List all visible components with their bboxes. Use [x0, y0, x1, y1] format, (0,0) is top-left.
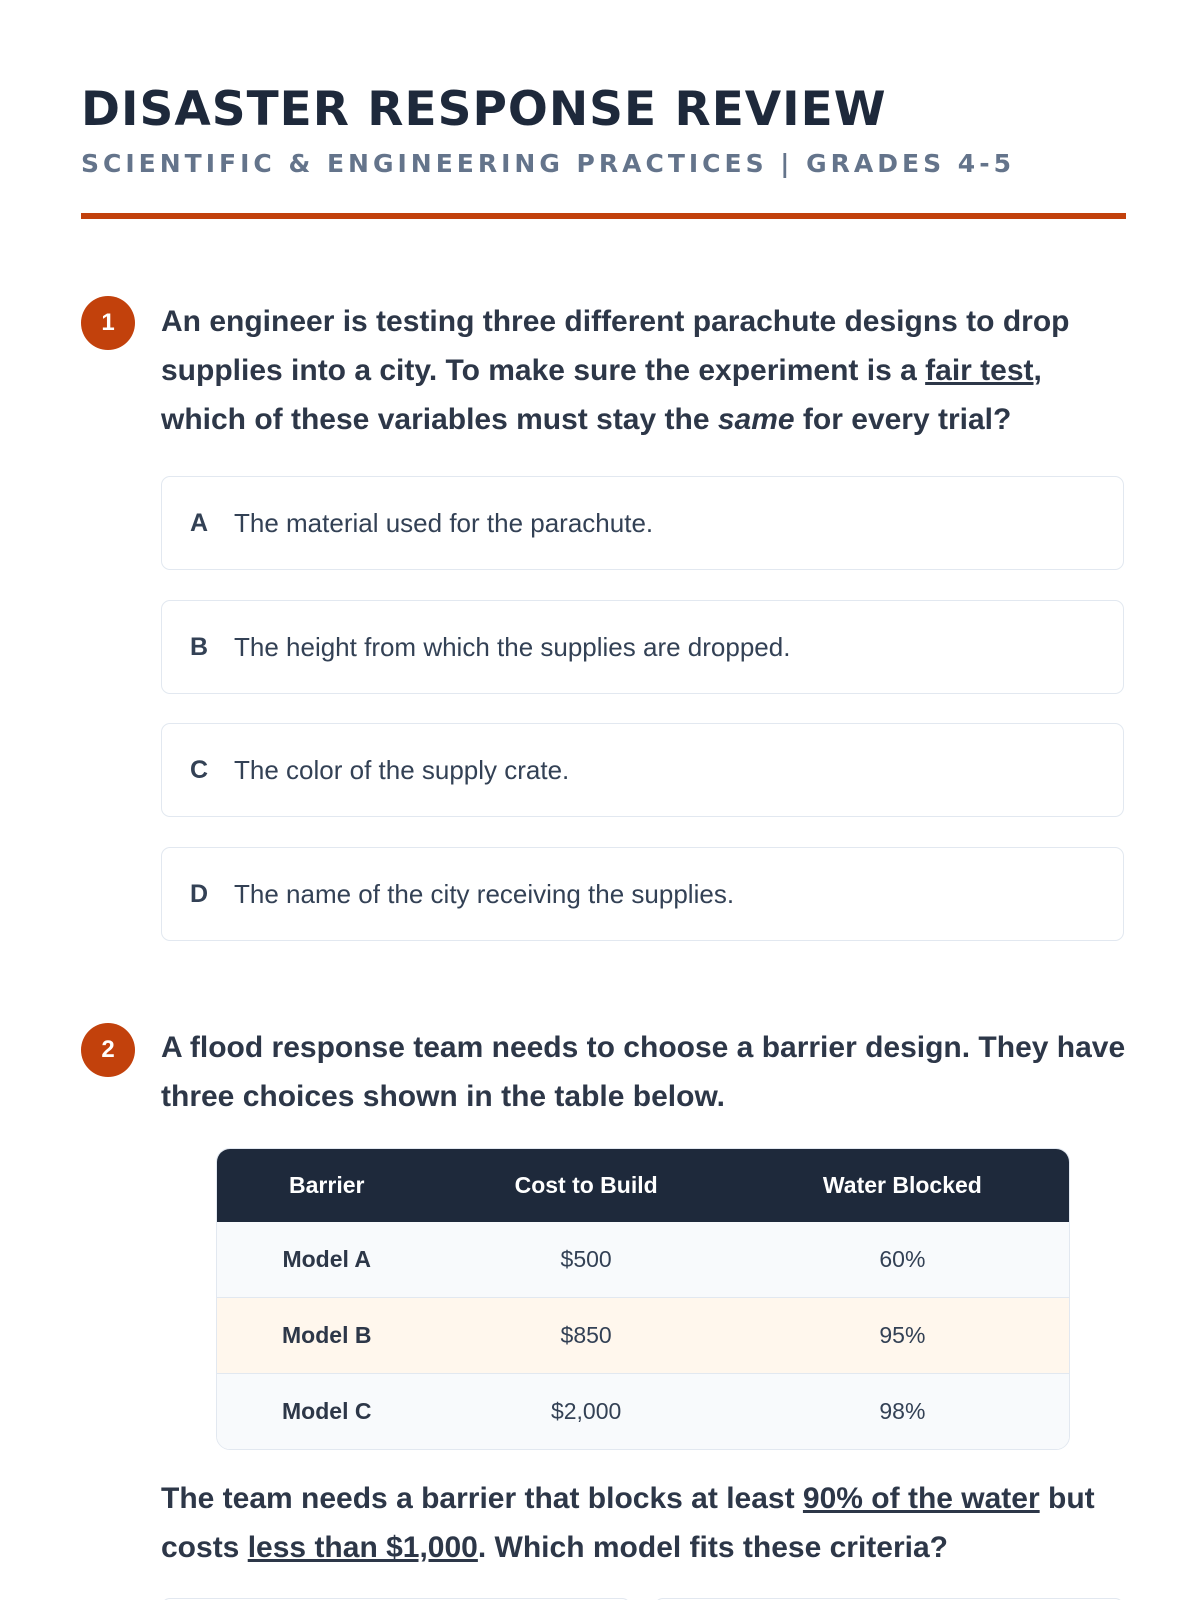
- option-letter: B: [190, 633, 209, 661]
- table-cell-barrier: Model A: [282, 1246, 372, 1272]
- table-row: [217, 1222, 1069, 1297]
- criteria-underlined-cost: less than $1,000: [247, 1531, 478, 1564]
- table-header-barrier: Barrier: [289, 1172, 365, 1198]
- table-header-water: Water Blocked: [822, 1172, 982, 1198]
- table-cell-cost: $850: [560, 1322, 612, 1348]
- option-text: The material used for the parachute.: [234, 508, 654, 538]
- criteria-part3: . Which model fits these criteria?: [477, 1531, 948, 1564]
- criteria-underlined-water: 90% of the water: [802, 1482, 1040, 1515]
- page-title: DISASTER RESPONSE REVIEW: [81, 82, 887, 137]
- table-cell-cost: $2,000: [550, 1398, 622, 1424]
- table-cell-barrier: Model C: [282, 1398, 372, 1424]
- question-1-text-part2: , which of these variables must stay the: [161, 354, 1042, 436]
- table-cell-water: 60%: [879, 1246, 926, 1272]
- table-cell-water: 98%: [879, 1398, 926, 1424]
- question-1-emphasis: same: [717, 403, 795, 436]
- question-2-criteria-text: [161, 1474, 1126, 1572]
- option-text: The name of the city receiving the supplies.: [234, 879, 735, 909]
- option-letter: A: [190, 509, 209, 537]
- question-1-text-part3: for every trial?: [794, 403, 1012, 436]
- option-letter: D: [190, 880, 209, 908]
- worksheet-page: [81, 0, 1126, 1600]
- table-cell-barrier: Model B: [282, 1322, 372, 1348]
- table-cell-cost: $500: [560, 1246, 612, 1272]
- header-divider: [81, 213, 1126, 219]
- question-1-option-a[interactable]: [161, 476, 1124, 570]
- criteria-part1: The team needs a barrier that blocks at least: [161, 1482, 803, 1515]
- option-text: The height from which the supplies are dropped.: [234, 632, 791, 662]
- question-1-option-c[interactable]: [161, 723, 1124, 817]
- barrier-table: [216, 1148, 1070, 1450]
- table-row: [217, 1297, 1069, 1373]
- table-row: [217, 1373, 1069, 1449]
- question-1-text-part1: An engineer is testing three different parachute designs to drop supplies into a city. To make sure the experiment is a: [161, 305, 1070, 387]
- question-2-text: A flood response team needs to choose a barrier design. They have three choices shown in the table below.: [161, 1031, 1126, 1113]
- question-1-underlined-term: fair test: [925, 354, 1034, 387]
- option-letter: C: [190, 756, 209, 784]
- table-header-cost: Cost to Build: [514, 1172, 658, 1198]
- criteria-part2: but costs: [161, 1482, 1095, 1564]
- table-header-row: [217, 1149, 1069, 1222]
- question-1-option-b[interactable]: [161, 600, 1124, 694]
- question-1-text: [161, 297, 1126, 444]
- page-subtitle: SCIENTIFIC & ENGINEERING PRACTICES | GRADES 4-5: [81, 149, 1015, 178]
- question-1-number-badge: 1: [81, 296, 135, 350]
- table-cell-water: 95%: [879, 1322, 926, 1348]
- question-2-number-badge: 2: [81, 1023, 135, 1077]
- option-text: The color of the supply crate.: [234, 755, 570, 785]
- question-1-option-d[interactable]: [161, 847, 1124, 941]
